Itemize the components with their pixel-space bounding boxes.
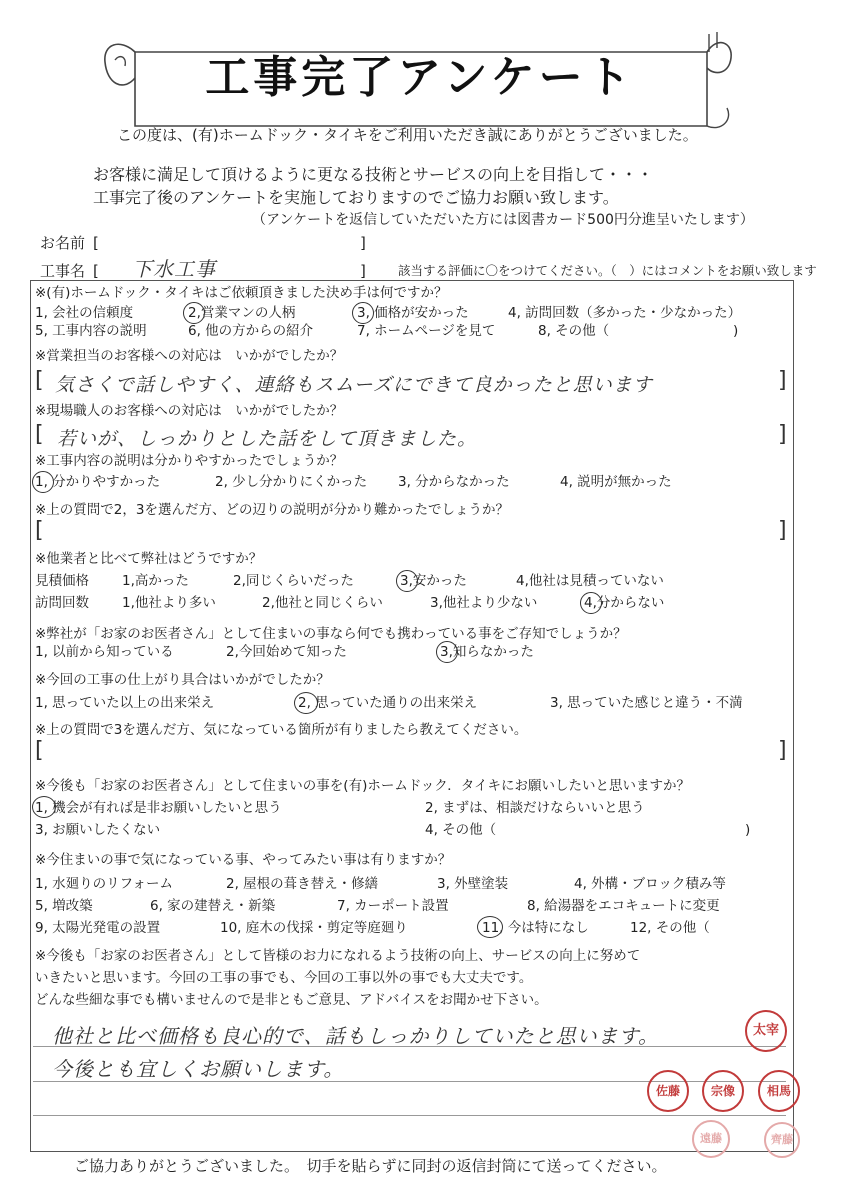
name-label: お名前 [40, 234, 86, 252]
q4-question: ※工事内容の説明は分かりやすかったでしょうか？ [35, 453, 344, 469]
name-bracket-close: ] [360, 234, 366, 252]
q11-circle-mark [477, 916, 503, 938]
q8-circle-mark [294, 692, 318, 714]
q7-option-1[interactable]: 1, 以前から知っている [35, 644, 174, 660]
q10-option-3[interactable]: 3, お願いしたくない [35, 822, 161, 838]
closing-request-line-1: ※今後も「お家のお医者さん」として皆様のお力になれるよう技術の向上、サービスの向上に努めて [35, 948, 641, 964]
q1-question: ※(有)ホームドック・タイキはご依頼頂きました決め手は何ですか？ [35, 285, 448, 301]
q3-bracket-close: ] [778, 422, 787, 447]
work-bracket-close: ] [360, 262, 366, 280]
q1-option-8[interactable]: 8, その他（ [538, 323, 610, 339]
seal-stamp: 佐藤 [647, 1070, 689, 1112]
intro-line-4: （アンケートを返信していただいた方には図書カード500円分進呈いたします） [252, 212, 754, 228]
q2-question: ※営業担当のお客様への対応は いかがでしたか？ [35, 348, 344, 364]
q4-option-2[interactable]: 2, 少し分かりにくかった [215, 474, 368, 490]
q1-option-6[interactable]: 6, 他の方からの紹介 [188, 323, 314, 339]
comment-line-1[interactable]: 他社と比べ価格も良心的で、話もしっかりしていたと思います。 [52, 1024, 659, 1048]
survey-title: 工事完了アンケート [205, 52, 635, 103]
q1-option-1[interactable]: 1, 会社の信頼度 [35, 305, 134, 321]
seal-stamp: 宗像 [702, 1070, 744, 1112]
q9-answer-field[interactable] [50, 740, 770, 762]
q4-circle-mark [32, 471, 54, 493]
q11-option-12[interactable]: 12, その他（ [630, 920, 710, 936]
closing-request-line-3: どんな些細な事でも構いませんので是非ともご意見、アドバイスをお聞かせ下さい。 [35, 992, 548, 1008]
seal-stamp: 太宰 [745, 1010, 787, 1052]
q10-other-close: ) [745, 822, 751, 838]
comment-line-2[interactable]: 今後とも宜しくお願いします。 [52, 1057, 345, 1081]
work-label: 工事名 [40, 262, 86, 280]
q6-circle-mark [580, 592, 602, 614]
q2-bracket-close: ] [778, 368, 787, 393]
q6-row2-option-3[interactable]: 3,他社より少ない [430, 595, 538, 611]
q11-option-3[interactable]: 3, 外壁塗装 [437, 876, 509, 892]
q10-option-4[interactable]: 4, その他（ [425, 822, 497, 838]
q8-option-1[interactable]: 1, 思っていた以上の出来栄え [35, 695, 215, 711]
q11-option-2[interactable]: 2, 屋根の葺き替え・修繕 [226, 876, 379, 892]
instruction-text: 該当する評価に〇をつけてください。（ ）にはコメントをお願い致します [398, 263, 817, 278]
q5-bracket-close: ] [778, 518, 787, 543]
q1-circle-mark [183, 302, 205, 324]
q6-circle-mark [396, 570, 418, 592]
q8-option-3[interactable]: 3, 思っていた感じと違う・不満 [550, 695, 743, 711]
q11-option-10[interactable]: 10, 庭木の伐採・剪定等庭廻り [220, 920, 408, 936]
footer-text: ご協力ありがとうございました。 切手を貼らずに同封の返信封筒にて送ってください。 [74, 1157, 667, 1175]
q4-option-1[interactable]: 1, 分かりやすかった [35, 474, 161, 490]
q9-bracket-open: [ [35, 738, 44, 763]
seal-stamp: 相馬 [758, 1070, 800, 1112]
q11-option-9[interactable]: 9, 太陽光発電の設置 [35, 920, 161, 936]
q3-answer[interactable]: 若いが、しっかりとした話をして頂きました。 [57, 428, 478, 450]
seal-stamp: 遠藤 [692, 1120, 730, 1158]
work-bracket-open: [ [93, 262, 99, 280]
comment-rule [33, 1115, 786, 1116]
q5-answer-field[interactable] [50, 520, 770, 542]
q10-question: ※今後も「お家のお医者さん」として住まいの事を(有)ホームドック．タイキにお願いしたいと思いますか？ [35, 778, 690, 794]
q6-row2-label: 訪問回数 [35, 595, 89, 611]
q5-bracket-open: [ [35, 518, 44, 543]
q11-option-4[interactable]: 4, 外構・ブロック積み等 [574, 876, 726, 892]
q6-row1-option-2[interactable]: 2,同じくらいだった [233, 573, 354, 589]
q6-row1-option-3[interactable]: 3,安かった [400, 573, 467, 589]
closing-request-line-2: いきたいと思います。今回の工事の事でも、今回の工事以外の事でも大丈夫です。 [35, 970, 533, 986]
q6-row1-option-4[interactable]: 4,他社は見積っていない [516, 573, 664, 589]
q7-circle-mark [436, 641, 458, 663]
q9-question: ※上の質問で3を選んだ方、気になっている箇所が有りましたら教えてください。 [35, 722, 528, 738]
q10-option-2[interactable]: 2, まずは、相談だけならいいと思う [425, 800, 645, 816]
q4-option-4[interactable]: 4, 説明が無かった [560, 474, 672, 490]
q7-option-3[interactable]: 3,知らなかった [440, 644, 534, 660]
q7-option-2[interactable]: 2,今回始めて知った [226, 644, 347, 660]
q1-circle-mark [352, 302, 374, 324]
q11-option-11[interactable]: 11, 今は特になし [482, 920, 589, 936]
name-bracket-open: [ [93, 234, 99, 252]
q1-option-2[interactable]: 2,営業マンの人柄 [188, 305, 296, 321]
q1-option-3[interactable]: 3, 価格が安かった [357, 305, 469, 321]
q1-option-7[interactable]: 7, ホームページを見て [357, 323, 496, 339]
q1-option-5[interactable]: 5, 工事内容の説明 [35, 323, 147, 339]
q6-row1-label: 見積価格 [35, 573, 89, 589]
q2-answer[interactable]: 気さくで話しやすく、連絡もスムーズにできて良かったと思います [55, 374, 653, 396]
q11-option-6[interactable]: 6, 家の建替え・新築 [150, 898, 276, 914]
q1-other-close: ) [733, 323, 739, 339]
q10-option-1[interactable]: 1, 機会が有れば是非お願いしたいと思う [35, 800, 282, 816]
seal-stamp: 齊藤 [764, 1122, 800, 1158]
q11-option-8[interactable]: 8, 給湯器をエコキュートに変更 [527, 898, 720, 914]
name-field[interactable] [105, 232, 355, 252]
q2-bracket-open: [ [35, 368, 44, 393]
intro-line-3: 工事完了後のアンケートを実施しておりますのでご協力お願い致します。 [93, 188, 619, 207]
q11-option-7[interactable]: 7, カーポート設置 [337, 898, 449, 914]
q3-bracket-open: [ [35, 422, 44, 447]
q1-option-4[interactable]: 4, 訪問回数（多かった・少なかった） [508, 305, 742, 321]
q6-row2-option-4[interactable]: 4,分からない [584, 595, 665, 611]
q4-option-3[interactable]: 3, 分からなかった [398, 474, 510, 490]
q11-question: ※今住まいの事で気になっている事、やってみたい事は有りますか？ [35, 852, 452, 868]
q6-question: ※他業者と比べて弊社はどうですか？ [35, 551, 263, 567]
q6-row2-option-1[interactable]: 1,他社より多い [122, 595, 216, 611]
q11-option-5[interactable]: 5, 増改築 [35, 898, 93, 914]
work-field[interactable]: 下水工事 [132, 257, 216, 281]
q7-question: ※弊社が「お家のお医者さん」として住まいの事なら何でも携わっている事をご存知でしょうか？ [35, 626, 627, 642]
q8-option-2[interactable]: 2, 思っていた通りの出来栄え [298, 695, 478, 711]
q8-question: ※今回の工事の仕上がり具合はいかがでしたか？ [35, 672, 330, 688]
q6-row1-option-1[interactable]: 1,高かった [122, 573, 189, 589]
intro-line-2: お客様に満足して頂けるように更なる技術とサービスの向上を目指して・・・ [93, 165, 654, 184]
q3-question: ※現場職人のお客様への対応は いかがでしたか？ [35, 403, 344, 419]
q11-option-1[interactable]: 1, 水廻りのリフォーム [35, 876, 173, 892]
q6-row2-option-2[interactable]: 2,他社と同じくらい [262, 595, 383, 611]
q10-circle-mark [32, 796, 56, 818]
q9-bracket-close: ] [778, 738, 787, 763]
intro-line-1: この度は、(有)ホームドック・タイキをご利用いただき誠にありがとうございました。 [117, 126, 698, 144]
q5-question: ※上の質問で2，3を選んだ方、どの辺りの説明が分かり難かったでしょうか？ [35, 502, 509, 518]
